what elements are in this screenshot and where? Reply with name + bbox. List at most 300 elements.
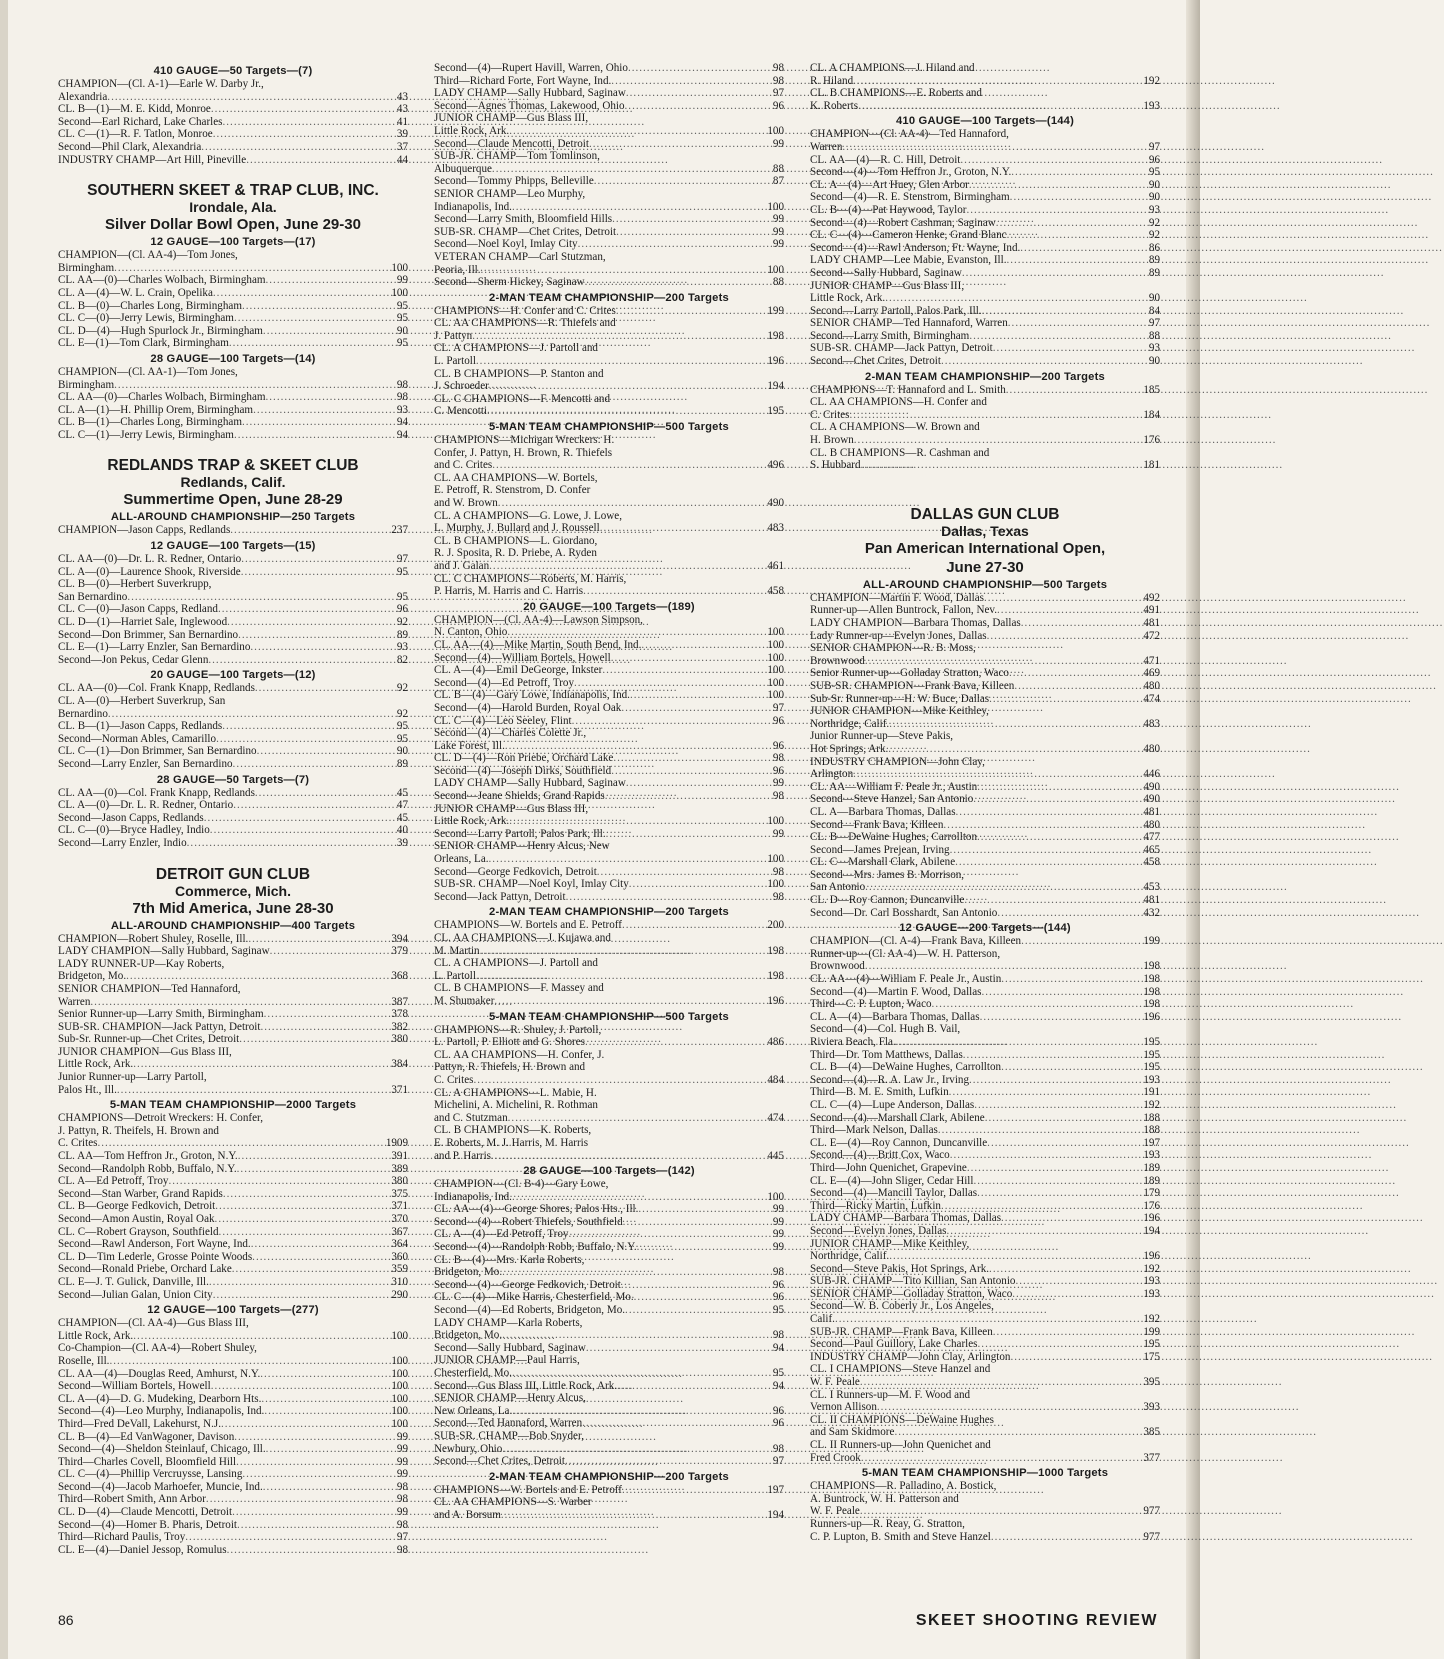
result-entry: Little Rock, Ark. xyxy=(434,815,510,828)
score: 97 xyxy=(772,701,784,714)
score: 99 xyxy=(772,137,784,150)
score: 90 xyxy=(1148,292,1160,305)
result-entry: Second—James Prejean, Irving xyxy=(810,843,950,856)
score: 98 xyxy=(772,752,784,765)
score: 477 xyxy=(1143,831,1160,844)
result-row xyxy=(810,819,1160,832)
dot-leader xyxy=(947,1225,1142,1238)
result-row xyxy=(434,405,784,418)
result-row xyxy=(434,1367,784,1380)
score: 40 xyxy=(396,824,408,837)
dot-leader xyxy=(487,405,765,418)
dot-leader xyxy=(230,524,389,537)
result-row xyxy=(810,1338,1160,1351)
dot-leader xyxy=(489,560,765,573)
result-line: SENIOR CHAMPION—Ted Hannaford, xyxy=(58,982,241,995)
section-heading: 5-MAN TEAM CHAMPIONSHIP—500 Targets xyxy=(489,421,729,434)
score: 96 xyxy=(772,1404,784,1417)
result-entry: CL. E—(1)—Larry Enzler, San Bernardino xyxy=(58,641,251,654)
result-entry: CL. AA—(4)—Mike Martin, South Bend, Ind. xyxy=(434,638,642,651)
score: 98 xyxy=(772,865,784,878)
dot-leader xyxy=(853,768,1141,781)
result-row xyxy=(810,75,1160,88)
score: 99 xyxy=(396,1455,408,1468)
score: 100 xyxy=(391,1329,408,1342)
result-entry: L. Partoll xyxy=(434,355,476,368)
score: 88 xyxy=(1148,329,1160,342)
score: 461 xyxy=(767,559,784,572)
score: 43 xyxy=(396,90,408,103)
score: 96 xyxy=(1148,153,1160,166)
result-entry: Second—(4)—Robert Thiefels, Southfield xyxy=(434,1215,623,1228)
score: 371 xyxy=(391,1200,408,1213)
result-entry: CL. B—(4)—Gary Lowe, Indianapolis, Ind. xyxy=(434,689,630,702)
dot-leader xyxy=(232,1506,395,1519)
score: 98 xyxy=(772,1442,784,1455)
dot-leader xyxy=(109,1355,389,1368)
result-row xyxy=(434,264,784,277)
dot-leader xyxy=(216,733,395,746)
result-entry: H. Brown xyxy=(810,434,854,447)
result-entry: W. F. Peale xyxy=(810,1505,860,1518)
result-entry: CL. AA—(4)—George Shores, Palos Hts., Ill. xyxy=(434,1203,639,1216)
result-row xyxy=(810,768,1160,781)
result-row xyxy=(58,1405,408,1418)
result-entry: Bridgeton, Mo. xyxy=(58,970,127,983)
result-entry: CL. C—(4)—Phillip Vercruysse, Lansing xyxy=(58,1468,243,1481)
result-row xyxy=(58,603,408,616)
result-row xyxy=(810,217,1160,230)
dot-leader xyxy=(611,765,771,778)
result-entry: Second—Chet Crites, Detroit xyxy=(434,1455,565,1468)
result-line: SENIOR CHAMP—Henry Alcus, xyxy=(434,1392,586,1405)
dot-leader xyxy=(572,715,771,728)
result-row xyxy=(58,91,408,104)
score: 472 xyxy=(1143,629,1160,642)
result-row xyxy=(810,617,1160,630)
dot-leader xyxy=(241,566,395,579)
result-entry: CL. AA—(0)—Charles Wolbach, Birmingham xyxy=(58,274,266,287)
result-entry: Second—(4)—R. A. Law Jr., Irving xyxy=(810,1073,969,1086)
score: 198 xyxy=(1143,985,1160,998)
dot-leader xyxy=(997,907,1141,920)
dot-leader xyxy=(985,1112,1142,1125)
score: 977 xyxy=(1143,1530,1160,1543)
result-entry: Second—(4)—Homer B. Pharis, Detroit xyxy=(58,1518,238,1531)
result-line: CL. A CHAMPIONS—L. Mabie, H. xyxy=(434,1086,597,1099)
result-row xyxy=(810,1452,1160,1465)
dot-leader xyxy=(987,1137,1141,1150)
result-entry: CHAMPION—Martin F. Wood, Dallas xyxy=(810,591,984,604)
result-row xyxy=(810,998,1160,1011)
result-row xyxy=(810,793,1160,806)
score: 195 xyxy=(1143,1036,1160,1048)
result-line: CL. II Runners-up—John Quenichet and xyxy=(810,1439,991,1451)
result-row xyxy=(810,1086,1160,1099)
result-entry: CL. A—Ed Petroff, Troy xyxy=(58,1175,169,1188)
dot-leader xyxy=(473,1074,765,1087)
dot-leader xyxy=(213,128,395,141)
dot-leader xyxy=(634,1291,771,1304)
result-entry: Third—Richard Forte, Fort Wayne, Ind. xyxy=(434,74,612,87)
result-entry: Second—Phil Clark, Alexandria xyxy=(58,140,202,153)
result-row xyxy=(58,116,408,129)
result-row xyxy=(810,166,1160,179)
dot-leader xyxy=(1012,1288,1141,1301)
score: 94 xyxy=(772,1379,784,1392)
dot-leader xyxy=(565,1455,771,1468)
dot-leader xyxy=(1001,973,1141,986)
dot-leader xyxy=(597,866,771,879)
score: 179 xyxy=(1143,1187,1160,1200)
result-row xyxy=(434,1241,784,1254)
result-entry: CL. E—(4)—Roy Cannon, Duncanville xyxy=(810,1136,988,1149)
result-row xyxy=(810,1326,1160,1339)
result-line: CL. A CHAMPIONS—J. Hiland and xyxy=(810,62,975,74)
section-heading: 12 GAUGE—100 Targets—(15) xyxy=(150,540,316,553)
result-entry: Palos Ht., Ill. xyxy=(58,1083,117,1096)
dot-leader xyxy=(264,1008,390,1021)
dot-leader xyxy=(566,891,771,904)
result-entry: CL. C—(1)—R. F. Tatlon, Monroe xyxy=(58,128,213,141)
dot-leader xyxy=(889,1250,1141,1263)
score: 199 xyxy=(767,304,784,317)
result-entry: Indianapolis, Ind. xyxy=(434,1190,512,1203)
score: 359 xyxy=(391,1263,408,1276)
score: 99 xyxy=(396,1430,408,1443)
score: 198 xyxy=(1143,960,1160,973)
result-entry: P. Harris, M. Harris and C. Harris xyxy=(434,585,584,598)
score: 95 xyxy=(1148,166,1160,179)
result-entry: CL. A—(4)—Ed Petroff, Troy xyxy=(434,1228,569,1241)
result-row xyxy=(810,229,1160,242)
result-row xyxy=(810,100,1160,113)
result-row xyxy=(434,664,784,677)
dot-leader xyxy=(589,138,771,151)
result-row xyxy=(58,1544,408,1557)
result-entry: Warren xyxy=(810,140,843,153)
dot-leader xyxy=(860,1376,1142,1389)
dot-leader xyxy=(502,1266,771,1279)
score: 95 xyxy=(396,312,408,325)
dot-leader xyxy=(966,204,1146,217)
score: 90 xyxy=(1148,178,1160,191)
score: 98 xyxy=(772,1266,784,1279)
result-line: CL. A CHAMPIONS—G. Lowe, J. Lowe, xyxy=(434,509,622,522)
score: 89 xyxy=(1148,254,1160,267)
score: 382 xyxy=(391,1020,408,1033)
event-title: Silver Dollar Bowl Open, June 29-30 xyxy=(105,216,361,234)
dot-leader xyxy=(223,1188,390,1201)
dot-leader xyxy=(512,1405,771,1418)
result-line: Confer, J. Pattyn, H. Brown, R. Thiefels xyxy=(434,446,613,459)
score: 99 xyxy=(772,1203,784,1216)
result-row xyxy=(810,1137,1160,1150)
dot-leader xyxy=(481,264,766,277)
result-row xyxy=(434,878,784,891)
result-entry: Second—Randolph Robb, Buffalo, N.Y. xyxy=(58,1162,237,1175)
dot-leader xyxy=(1010,191,1147,204)
result-entry: CL. C—Marshall Clark, Abilene xyxy=(810,856,956,869)
result-line: CL. B CHAMPIONS—F. Massey and xyxy=(434,982,604,995)
score: 465 xyxy=(1143,843,1160,856)
score: 385 xyxy=(1143,1426,1160,1439)
result-entry: CL. C—(4)—Cameron Henke, Grand Blanc xyxy=(810,229,1007,242)
score: 380 xyxy=(391,1175,408,1188)
result-row xyxy=(810,894,1160,907)
result-row xyxy=(58,128,408,141)
dot-leader xyxy=(1001,1212,1141,1225)
result-row xyxy=(58,1175,408,1188)
section-heading: 5-MAN TEAM CHAMPIONSHIP—500 Targets xyxy=(489,1010,729,1023)
score: 393 xyxy=(1143,1401,1160,1414)
result-entry: CL. C—(1)—Jerry Lewis, Birmingham xyxy=(58,428,234,441)
result-row xyxy=(810,1099,1160,1112)
result-row xyxy=(58,758,408,771)
dot-leader xyxy=(858,100,1141,113)
result-row xyxy=(810,1187,1160,1200)
score: 97 xyxy=(396,1531,408,1544)
result-row xyxy=(58,1393,408,1406)
result-row xyxy=(58,996,408,1009)
dot-leader xyxy=(854,434,1142,447)
dot-leader xyxy=(133,1330,389,1343)
result-row xyxy=(58,1021,408,1034)
dot-leader xyxy=(950,844,1142,857)
score: 99 xyxy=(772,1241,784,1254)
result-entry: Birmingham xyxy=(58,378,115,391)
score: 98 xyxy=(396,1480,408,1493)
dot-leader xyxy=(126,970,389,983)
result-entry: Northridge, Calif. xyxy=(810,1250,890,1263)
score: 977 xyxy=(1143,1505,1160,1518)
dot-leader xyxy=(993,342,1147,355)
result-row xyxy=(58,1380,408,1393)
dot-leader xyxy=(982,305,1147,318)
score: 486 xyxy=(767,1036,784,1049)
score: 184 xyxy=(1143,408,1160,421)
result-row xyxy=(58,591,408,604)
score: 100 xyxy=(767,689,784,702)
dot-leader xyxy=(628,62,771,75)
score: 1909 xyxy=(385,1137,408,1150)
result-row xyxy=(434,777,784,790)
dot-leader xyxy=(1008,317,1147,330)
result-row xyxy=(58,1276,408,1289)
result-row xyxy=(810,856,1160,869)
score: 175 xyxy=(1143,1350,1160,1363)
result-row xyxy=(810,693,1160,706)
score: 92 xyxy=(1148,229,1160,242)
result-line: Second—(4)—Col. Hugh B. Vail, xyxy=(810,1023,961,1036)
result-row xyxy=(810,342,1160,355)
result-line: CL. A CHAMPIONS—W. Brown and xyxy=(810,421,980,434)
dot-leader xyxy=(969,179,1147,192)
section-heading: 12 GAUGE—200 Targets—(144) xyxy=(899,922,1071,935)
result-row xyxy=(810,1288,1160,1301)
score: 188 xyxy=(1143,1124,1160,1137)
section-heading: 5-MAN TEAM CHAMPIONSHIP—1000 Targets xyxy=(861,1467,1109,1480)
score: 192 xyxy=(1143,1313,1160,1326)
result-entry: CL. B—George Fedkovich, Detroit xyxy=(58,1200,216,1213)
dot-leader xyxy=(206,1493,395,1506)
result-entry: Second—Norman Ables, Camarillo xyxy=(58,732,217,745)
score: 97 xyxy=(396,553,408,566)
result-line: A. Buntrock, W. H. Patterson and xyxy=(810,1492,959,1505)
dot-leader xyxy=(889,718,1141,731)
score: 100 xyxy=(391,261,408,274)
result-row xyxy=(810,459,1160,472)
dot-leader xyxy=(1007,229,1147,242)
result-row xyxy=(58,812,408,825)
score: 100 xyxy=(391,1392,408,1405)
result-entry: CL. B—(4)—Pat Haywood, Taylor xyxy=(810,203,967,216)
result-entry: CL. C—(4)—Leo Seeley, Flint xyxy=(434,714,572,727)
score: 445 xyxy=(767,1149,784,1162)
score: 193 xyxy=(1143,1149,1160,1162)
score: 176 xyxy=(1143,434,1160,447)
score: 96 xyxy=(772,1291,784,1304)
result-entry: CHAMPIONS—W. Bortels and E. Petroff xyxy=(434,919,622,932)
result-row xyxy=(434,125,784,138)
result-row xyxy=(58,391,408,404)
result-entry: CL. C—(4)—Mike Harris, Chesterfield, Mo. xyxy=(434,1291,634,1304)
result-row xyxy=(58,1213,408,1226)
dot-leader xyxy=(861,1452,1142,1465)
column-3 xyxy=(810,62,1160,1556)
result-entry: M. Shumaker xyxy=(434,994,495,1007)
dot-leader xyxy=(949,1086,1142,1099)
result-row xyxy=(58,1008,408,1021)
result-row xyxy=(810,1011,1160,1024)
score: 195 xyxy=(1143,1061,1160,1074)
dot-leader xyxy=(211,103,395,116)
result-line: CL. B CHAMPIONS—K. Roberts, xyxy=(434,1124,592,1137)
result-line: CHAMPIONS—R. Shuley, J. Partoll, xyxy=(434,1023,602,1036)
result-entry: Second—Ronald Priebe, Orchard Lake xyxy=(58,1263,232,1276)
result-entry: Third—John Quenichet, Grapevine xyxy=(810,1161,967,1174)
dot-leader xyxy=(993,1326,1142,1339)
result-row xyxy=(434,740,784,753)
result-row xyxy=(58,1443,408,1456)
score: 47 xyxy=(396,799,408,812)
score: 176 xyxy=(1143,1199,1160,1212)
result-entry: Second—Don Brimmer, San Bernardino xyxy=(58,628,239,641)
score: 98 xyxy=(772,1329,784,1342)
result-row xyxy=(434,355,784,368)
score: 98 xyxy=(396,1518,408,1531)
result-row xyxy=(434,175,784,188)
result-entry: LADY CHAMPION—Barbara Thomas, Dallas xyxy=(810,617,1021,629)
dot-leader xyxy=(168,1175,389,1188)
result-row xyxy=(434,201,784,214)
dot-leader xyxy=(621,1279,771,1292)
dot-leader xyxy=(853,75,1141,88)
result-row xyxy=(434,522,784,535)
dot-leader xyxy=(234,1431,395,1444)
score: 100 xyxy=(767,853,784,866)
result-row xyxy=(58,416,408,429)
section-heading: 2-MAN TEAM CHAMPIONSHIP—200 Targets xyxy=(489,1470,729,1483)
score: 474 xyxy=(767,1111,784,1124)
dot-leader xyxy=(574,677,765,690)
section-heading: ALL-AROUND CHAMPIONSHIP—400 Targets xyxy=(110,919,356,932)
score: 290 xyxy=(391,1288,408,1301)
result-row xyxy=(434,1191,784,1204)
result-row xyxy=(58,379,408,392)
score: 37 xyxy=(396,140,408,153)
dot-leader xyxy=(508,1112,766,1125)
result-entry: Second—Noel Koyl, Imlay City xyxy=(434,238,578,251)
result-entry: San Antonio xyxy=(810,881,866,894)
dot-leader xyxy=(969,1074,1141,1087)
result-line: Second—W. B. Coberly Jr., Los Angeles, xyxy=(810,1300,994,1313)
score: 100 xyxy=(767,1190,784,1203)
result-entry: CL. D—(1)—Harriet Sale, Inglewood xyxy=(58,616,228,629)
result-row xyxy=(810,242,1160,255)
score: 237 xyxy=(391,524,408,537)
result-line: SUB-SR. CHAMP—Bob Snyder, xyxy=(434,1429,584,1442)
result-line: CL. B—(0)—Herbert Suverkrupp, xyxy=(58,578,212,591)
score: 97 xyxy=(772,1455,784,1468)
result-entry: and C. Crites xyxy=(434,459,493,472)
result-row xyxy=(434,238,784,251)
score: 364 xyxy=(391,1238,408,1251)
result-entry: CL. B—(1)—M. E. Kidd, Monroe xyxy=(58,103,211,116)
result-row xyxy=(810,1049,1160,1062)
result-row xyxy=(810,1149,1160,1162)
result-row xyxy=(58,325,408,338)
dot-leader xyxy=(476,355,765,368)
result-row xyxy=(810,1225,1160,1238)
score: 483 xyxy=(767,522,784,535)
score: 394 xyxy=(391,932,408,945)
result-entry: Roselle, Ill. xyxy=(58,1354,110,1367)
result-line: CL. AA CHAMPIONS—J. Kujawa and xyxy=(434,932,611,944)
section-heading: 28 GAUGE—50 Targets—(7) xyxy=(156,773,310,786)
club-location: Dallas, Texas xyxy=(941,522,1029,539)
score: 98 xyxy=(396,1493,408,1506)
club-name: DETROIT GUN CLUB xyxy=(155,865,311,883)
score: 100 xyxy=(767,638,784,651)
dot-leader xyxy=(960,154,1147,167)
dot-leader xyxy=(621,702,771,715)
result-row xyxy=(434,995,784,1008)
score: 371 xyxy=(391,1083,408,1096)
result-row xyxy=(58,404,408,417)
score: 194 xyxy=(1143,1224,1160,1237)
score: 100 xyxy=(391,1405,408,1418)
score: 195 xyxy=(1143,1338,1160,1351)
dot-leader xyxy=(941,1200,1141,1213)
section-heading: ALL-AROUND CHAMPIONSHIP—250 Targets xyxy=(110,511,356,524)
dot-leader xyxy=(498,497,766,510)
dot-leader xyxy=(242,300,395,313)
result-line: JUNIOR CHAMP—Gus Blass III, xyxy=(434,802,589,815)
score: 89 xyxy=(396,628,408,641)
result-entry: Chesterfield, Mo. xyxy=(434,1367,512,1379)
result-row xyxy=(434,100,784,113)
dot-leader xyxy=(512,201,765,214)
dot-leader xyxy=(1020,242,1147,255)
score: 195 xyxy=(1143,1048,1160,1061)
result-line: LADY CHAMP—Karla Roberts, xyxy=(434,1316,583,1329)
result-entry: C. Crites xyxy=(810,408,850,421)
score: 99 xyxy=(772,777,784,790)
result-row xyxy=(810,1112,1160,1125)
score: 100 xyxy=(391,1417,408,1430)
result-entry: CL. A—(0)—Laurence Shook, Riverside xyxy=(58,565,241,578)
